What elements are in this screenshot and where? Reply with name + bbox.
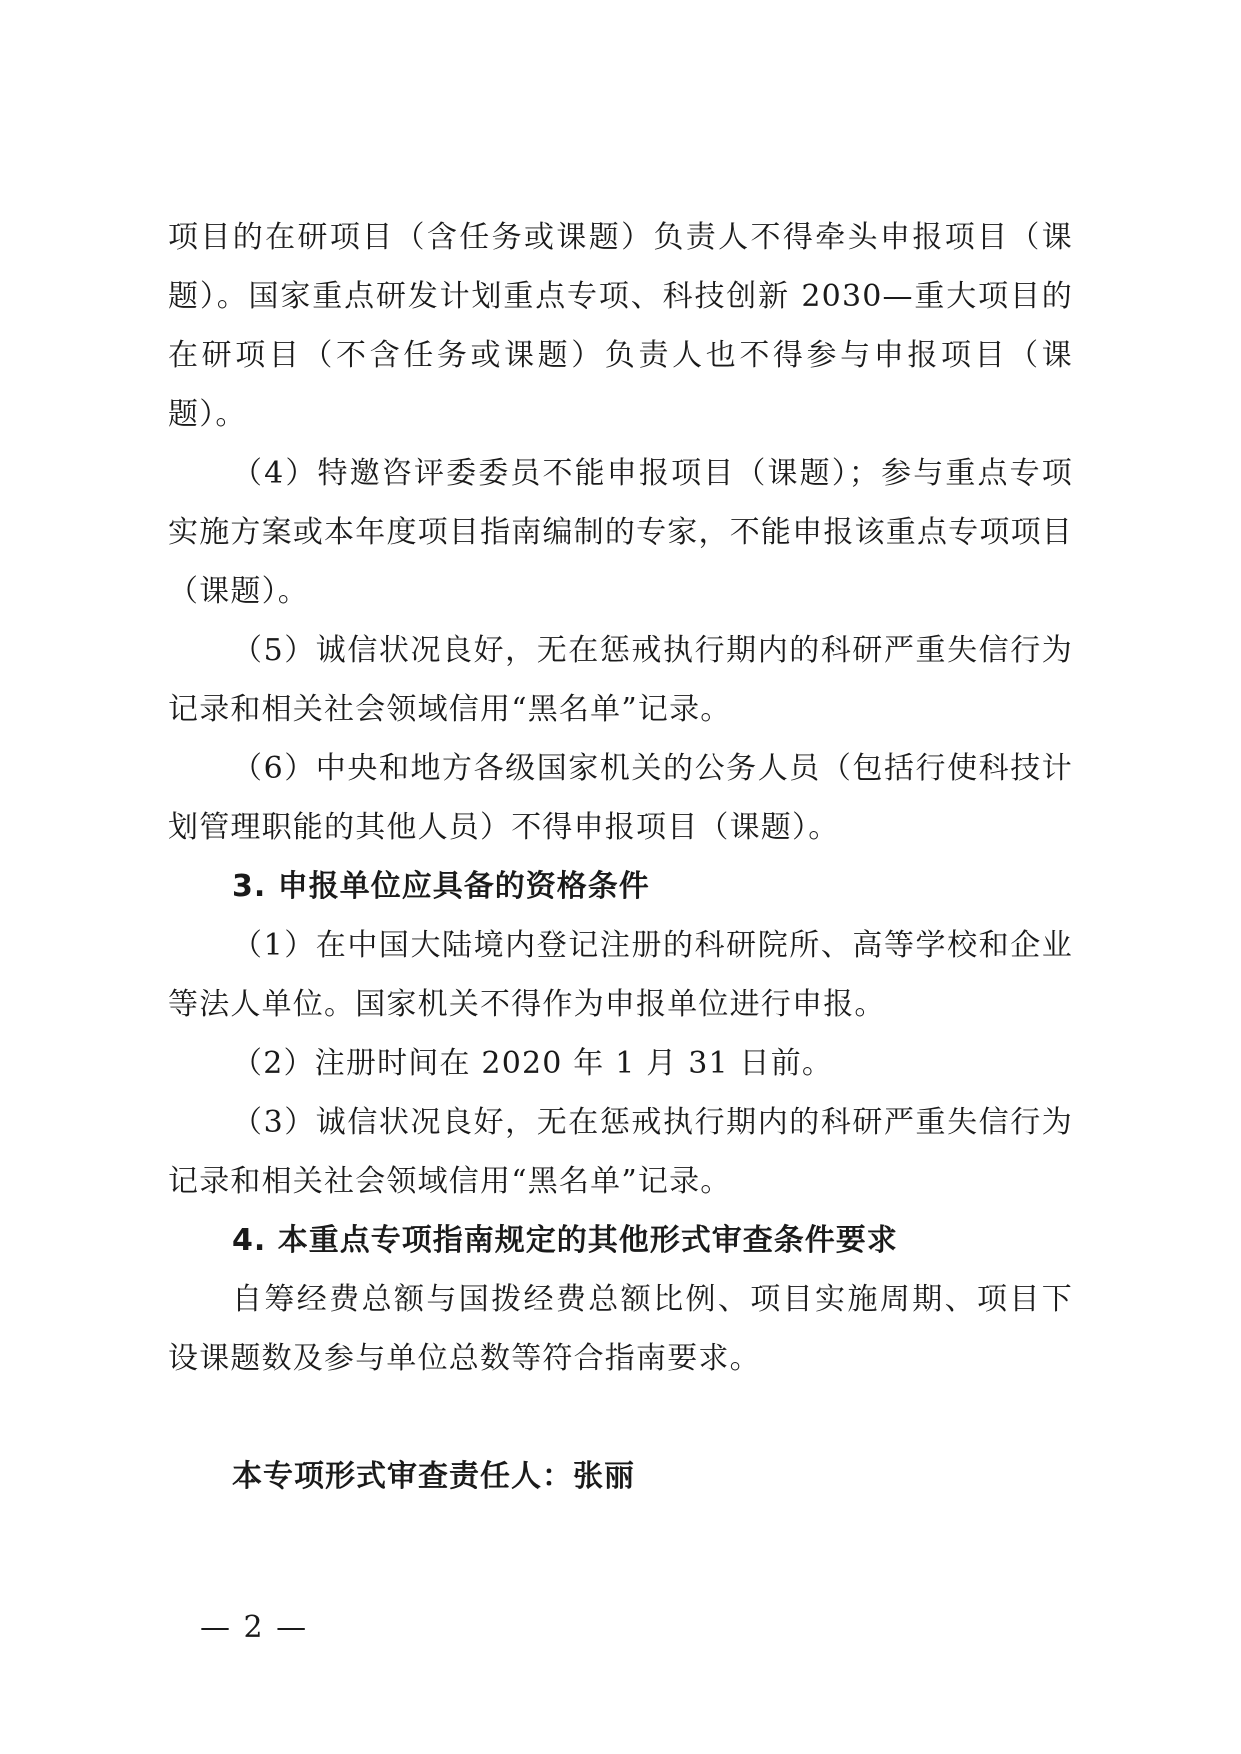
- condition-item-4: （4）特邀咨评委委员不能申报项目（课题）；参与重点专项实施方案或本年度项目指南编制的专家，不能申报该重点专项项目（课题）。: [168, 456, 1073, 609]
- condition-item-6: （6）中央和地方各级国家机关的公务人员（包括行使科技计划管理职能的其他人员）不得申报项目（课题）。: [168, 751, 1073, 845]
- condition-item-5: （5）诚信状况良好，无在惩戒执行期内的科研严重失信行为记录和相关社会领域信用“黑名单”记录。: [168, 633, 1073, 727]
- section-4-heading: 4. 本重点专项指南规定的其他形式审查条件要求: [232, 1223, 898, 1258]
- page-number: — 2 —: [200, 1610, 309, 1645]
- section-4-item-1: 自筹经费总额与国拨经费总额比例、项目实施周期、项目下设课题数及参与单位总数等符合指南要求。: [168, 1282, 1073, 1376]
- reviewer-signoff: 本专项形式审查责任人：张丽: [232, 1459, 635, 1494]
- document-body: [168, 208, 1073, 1506]
- section-3-item-1: （1）在中国大陆境内登记注册的科研院所、高等学校和企业等法人单位。国家机关不得作为申报单位进行申报。: [168, 928, 1073, 1022]
- blank-line: [168, 1388, 1073, 1447]
- section-3-heading: 3. 申报单位应具备的资格条件: [232, 869, 650, 904]
- continuation-paragraph: 项目的在研项目（含任务或课题）负责人不得牵头申报项目（课题）。国家重点研发计划重点专项、科技创新 2030—重大项目的在研项目（不含任务或课题）负责人也不得参与申报项目（课题）。: [168, 220, 1073, 432]
- section-3-item-3: （3）诚信状况良好，无在惩戒执行期内的科研严重失信行为记录和相关社会领域信用“黑名单”记录。: [168, 1105, 1073, 1199]
- section-3-item-2: （2）注册时间在 2020 年 1 月 31 日前。: [232, 1046, 834, 1081]
